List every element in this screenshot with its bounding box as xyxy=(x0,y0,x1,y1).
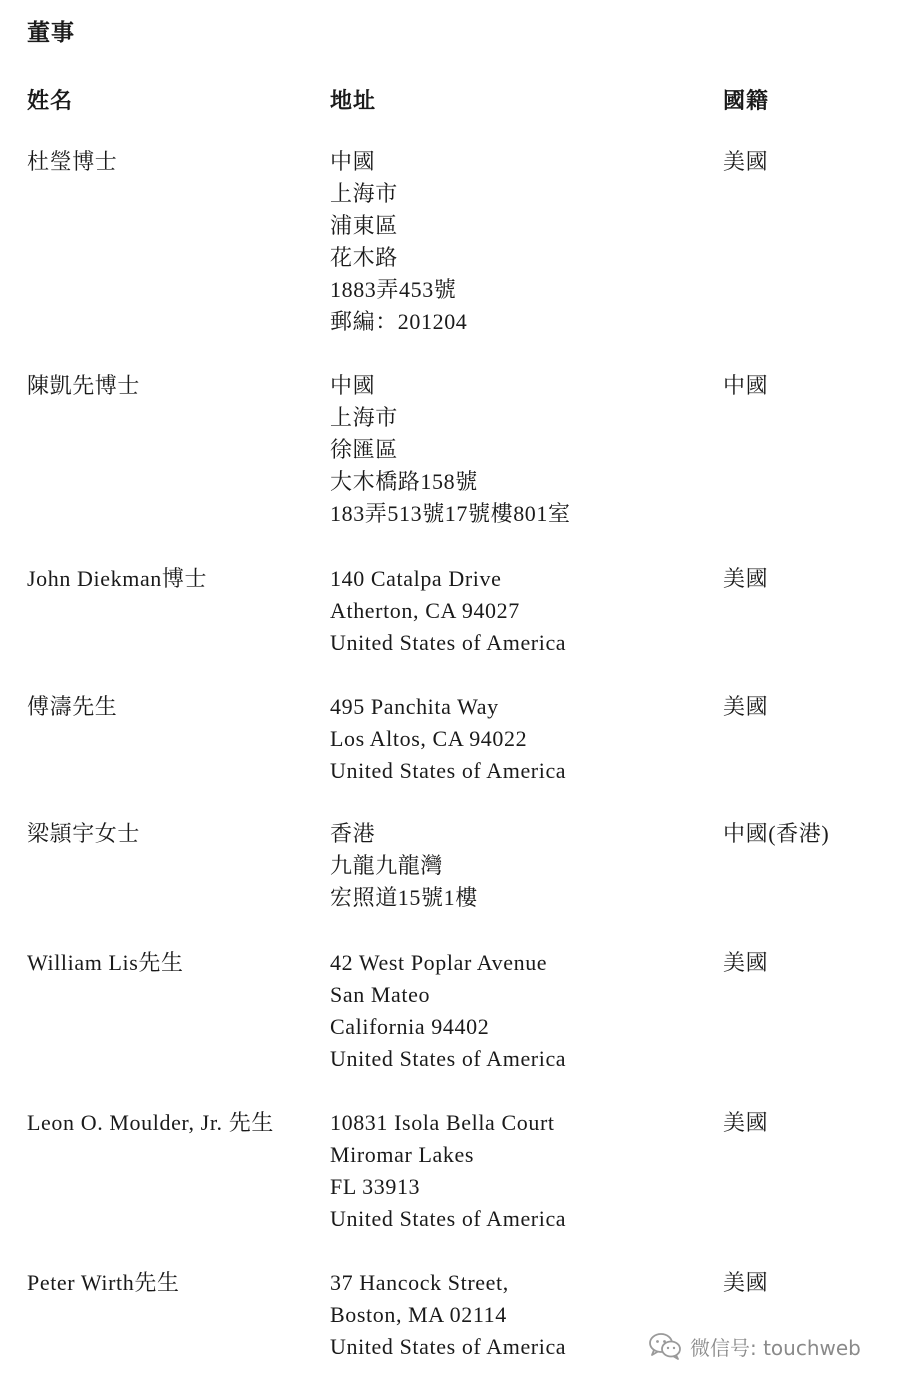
address-line: 中國 xyxy=(330,149,376,174)
director-nationality: 中國 xyxy=(723,373,769,398)
director-name: 傅濤先生 xyxy=(27,694,118,719)
address-line: 37 Hancock Street, xyxy=(330,1270,509,1295)
address-line: United States of America xyxy=(330,758,567,783)
director-nationality: 美國 xyxy=(723,149,769,174)
director-address xyxy=(330,563,566,659)
header-name: 姓名 xyxy=(27,88,74,113)
address-line: 香港 xyxy=(330,821,376,846)
address-line: San Mateo xyxy=(330,982,431,1007)
address-line: 10831 Isola Bella Court xyxy=(330,1110,555,1135)
director-nationality: 美國 xyxy=(723,950,769,975)
address-line: Atherton, CA 94027 xyxy=(330,598,520,623)
address-line: 九龍九龍灣 xyxy=(330,853,444,878)
director-address xyxy=(330,947,566,1075)
director-name: 杜瑩博士 xyxy=(27,149,118,174)
address-line: Los Altos, CA 94022 xyxy=(330,726,528,751)
director-name: 梁頴宇女士 xyxy=(27,821,141,846)
director-nationality: 美國 xyxy=(723,694,769,719)
address-line: FL 33913 xyxy=(330,1174,421,1199)
director-nationality: 美國 xyxy=(723,566,769,591)
director-name: William Lis先生 xyxy=(27,950,184,975)
address-line: Boston, MA 02114 xyxy=(330,1302,507,1327)
director-name: 陳凱先博士 xyxy=(27,373,141,398)
header-nationality: 國籍 xyxy=(723,88,770,113)
address-line: 郵編：201204 xyxy=(330,309,468,334)
address-line: United States of America xyxy=(330,1046,567,1071)
address-line: United States of America xyxy=(330,630,567,655)
director-address xyxy=(330,1267,566,1363)
address-line: 浦東區 xyxy=(330,213,398,238)
director-nationality: 美國 xyxy=(723,1110,769,1135)
address-line: 中國 xyxy=(330,373,376,398)
address-line: 大木橋路158號 xyxy=(330,469,478,494)
address-line: 140 Catalpa Drive xyxy=(330,566,502,591)
director-nationality: 美國 xyxy=(723,1270,769,1295)
address-line: United States of America xyxy=(330,1334,567,1359)
director-address xyxy=(330,370,571,530)
director-address xyxy=(330,146,467,338)
address-line: 徐匯區 xyxy=(330,437,398,462)
address-line: 495 Panchita Way xyxy=(330,694,499,719)
director-name: John Diekman博士 xyxy=(27,566,208,591)
address-line: 上海市 xyxy=(330,181,398,206)
header-address: 地址 xyxy=(330,88,377,113)
address-line: 1883弄453號 xyxy=(330,277,457,302)
director-name: Peter Wirth先生 xyxy=(27,1270,180,1295)
director-address xyxy=(330,818,478,914)
watermark xyxy=(648,1330,861,1362)
director-address xyxy=(330,1107,566,1235)
section-title: 董事 xyxy=(27,20,75,45)
director-name: Leon O. Moulder, Jr. 先生 xyxy=(27,1110,274,1135)
address-line: Miromar Lakes xyxy=(330,1142,475,1167)
address-line: United States of America xyxy=(330,1206,567,1231)
watermark-text: 微信号: touchweb xyxy=(690,1335,861,1360)
director-nationality: 中國(香港) xyxy=(723,821,830,846)
address-line: 上海市 xyxy=(330,405,398,430)
address-line: 宏照道15號1樓 xyxy=(330,885,478,910)
director-address xyxy=(330,691,566,787)
wechat-icon xyxy=(648,1332,682,1360)
address-line: 183弄513號17號樓801室 xyxy=(330,501,571,526)
address-line: California 94402 xyxy=(330,1014,490,1039)
address-line: 42 West Poplar Avenue xyxy=(330,950,548,975)
address-line: 花木路 xyxy=(330,245,398,270)
